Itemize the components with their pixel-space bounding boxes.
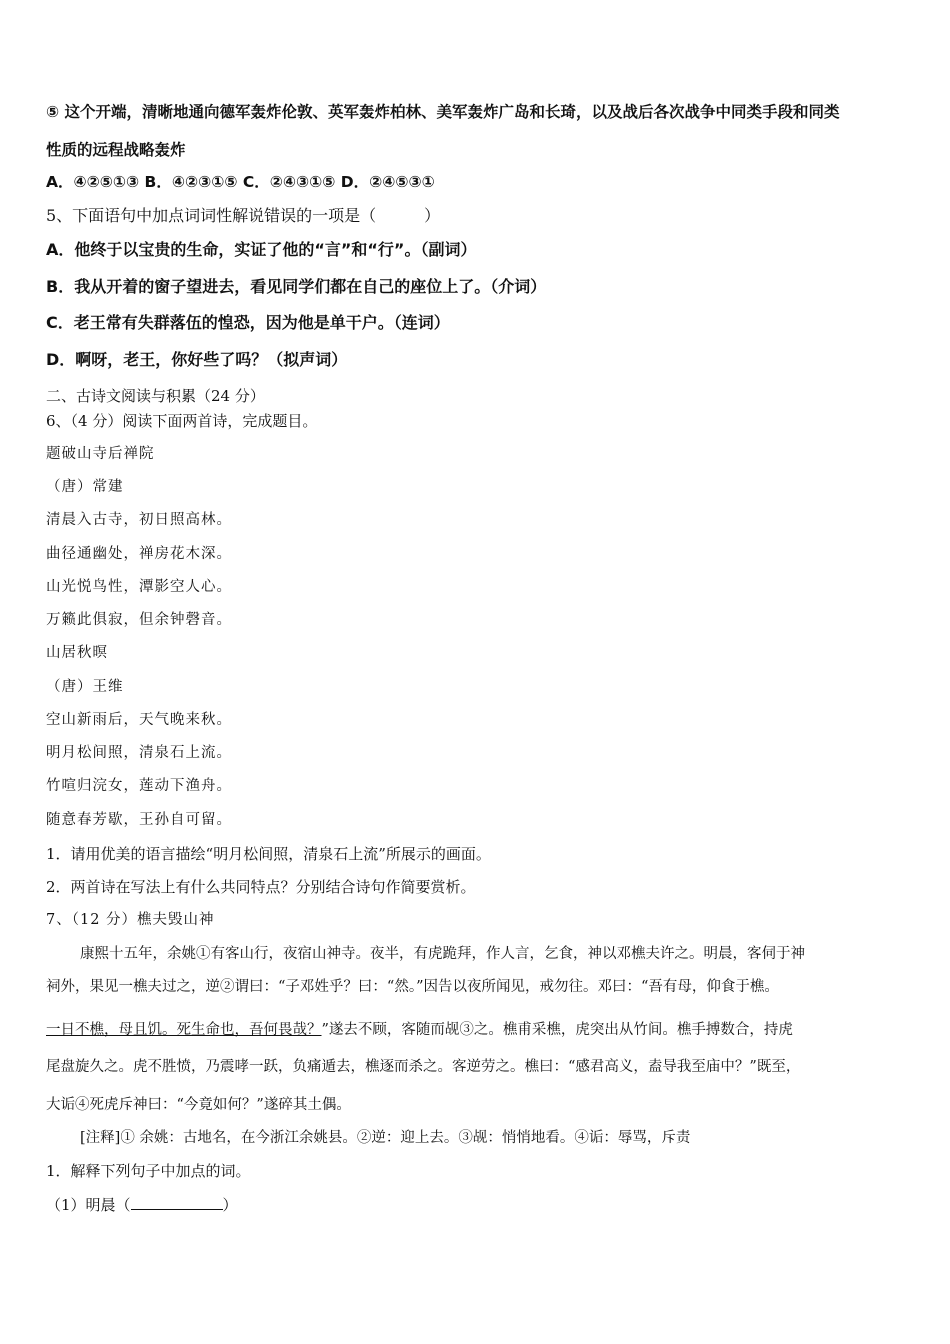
poem1-line: 曲径通幽处，禅房花木深。 bbox=[46, 546, 232, 562]
q7-annotation: [注释]① 余姚：古地名，在今浙江余姚县。②逆：迎上去。③觇：悄悄地看。④诟：辱骂，斥责 bbox=[80, 1130, 691, 1146]
answer-blank[interactable] bbox=[131, 1195, 223, 1210]
q7-passage-line: 祠外，果见一樵夫过之，逆②谓曰：“子邓姓乎？曰：“然。”因告以夜所闻见，戒勿往。邓曰：“吾有母，仰食于樵。 bbox=[46, 979, 779, 995]
poem1-line: 万籁此俱寂，但余钟磬音。 bbox=[46, 612, 232, 628]
poem2-line: 空山新雨后，天气晚来秋。 bbox=[46, 712, 232, 728]
poem1-line: 清晨入古寺，初日照高林。 bbox=[46, 512, 232, 528]
q7-passage-line bbox=[46, 1020, 793, 1040]
poem2-title: 山居秋暝 bbox=[46, 645, 108, 661]
poem1-author: （唐）常建 bbox=[46, 479, 124, 495]
underlined-sentence: 一日不樵，母且饥。死生命也，吾何畏哉？ bbox=[46, 1022, 322, 1038]
item-1-prefix: （1）明晨（ bbox=[46, 1196, 131, 1214]
poem2-line: 随意春芳歇，王孙自可留。 bbox=[46, 812, 232, 828]
q7-item-1 bbox=[46, 1195, 238, 1215]
q6-sub-question-2: 2．两首诗在写法上有什么共同特点？分别结合诗句作简要赏析。 bbox=[46, 878, 476, 896]
q7-passage-line: 大诟④死虎斥神曰：“今竟如何？”遂碎其土偶。 bbox=[46, 1097, 351, 1113]
q7-passage-line: 尾盘旋久之。虎不胜愤，乃震哮一跃，负痛遁去，樵逐而杀之。客逆劳之。樵曰：“感君高义，盍导我至庙中？”既至， bbox=[46, 1059, 801, 1075]
passage-continuation: ”遂去不顾，客随而觇③之。樵甫采樵，虎突出从竹间。樵手搏数合，持虎 bbox=[321, 1022, 793, 1038]
q6-stem: 6、（4 分）阅读下面两首诗，完成题目。 bbox=[46, 412, 318, 430]
poem2-line: 竹喧归浣女，莲动下渔舟。 bbox=[46, 778, 232, 794]
q5-option-c: C．老王常有失群落伍的惶恐，因为他是单干户。（连词） bbox=[46, 313, 450, 332]
q4-option-5-line2: 性质的远程战略轰炸 bbox=[46, 141, 186, 159]
poem2-line: 明月松间照，清泉石上流。 bbox=[46, 745, 232, 761]
q4-answer-options: A．④②⑤①③ B．④②③①⑤ C．②④③①⑤ D．②④⑤③① bbox=[46, 173, 435, 191]
q5-option-d: D．啊呀，老王，你好些了吗？（拟声词） bbox=[46, 350, 348, 369]
q7-passage-line: 康熙十五年，余姚①有客山行，夜宿山神寺。夜半，有虎跪拜，作人言，乞食，神以邓樵夫许之。明晨，客伺于神 bbox=[80, 946, 805, 962]
q7-stem: 7、（12 分）樵夫毁山神 bbox=[46, 912, 215, 928]
q5-stem: 5、下面语句中加点词词性解说错误的一项是（ ） bbox=[46, 206, 441, 225]
section-2-title: 二、古诗文阅读与积累（24 分） bbox=[46, 387, 265, 405]
poem1-line: 山光悦鸟性，潭影空人心。 bbox=[46, 579, 232, 595]
poem2-author: （唐）王维 bbox=[46, 679, 124, 695]
q6-sub-question-1: 1．请用优美的语言描绘“明月松间照，清泉石上流”所展示的画面。 bbox=[46, 845, 491, 863]
q5-option-b: B．我从开着的窗子望进去，看见同学们都在自己的座位上了。（介词） bbox=[46, 277, 547, 296]
q4-option-5-line1: ⑤ 这个开端，清晰地通向德军轰炸伦敦、英军轰炸柏林、美军轰炸广岛和长琦，以及战后各次战争中同类手段和同类 bbox=[46, 103, 840, 121]
q5-option-a: A．他终于以宝贵的生命，实证了他的“言”和“行”。（副词） bbox=[46, 240, 477, 259]
q7-sub-question-1: 1．解释下列句子中加点的词。 bbox=[46, 1162, 251, 1180]
item-1-suffix: ） bbox=[222, 1196, 238, 1214]
poem1-title: 题破山寺后禅院 bbox=[46, 446, 155, 462]
